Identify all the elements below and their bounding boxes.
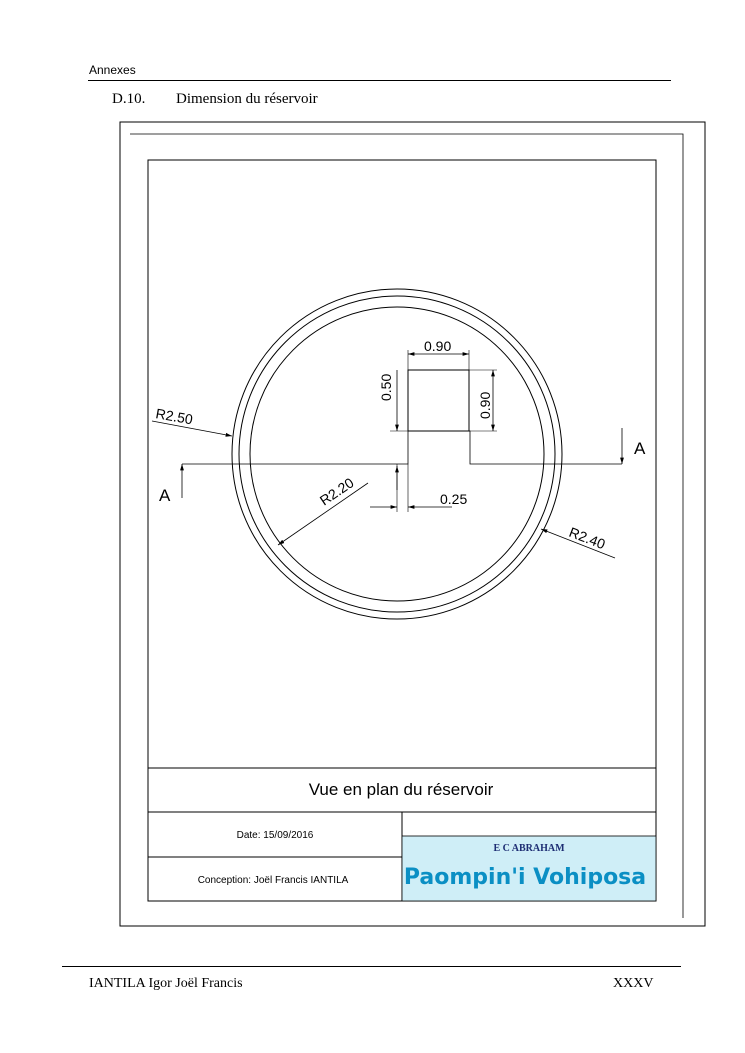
inner-wall-circle [250, 307, 544, 601]
running-header: Annexes [89, 63, 136, 77]
outer-radius-label: R2.50 [154, 405, 195, 428]
footer-page-number: XXXV [613, 976, 654, 991]
wall-thickness-label: 0.25 [440, 491, 468, 507]
section-title: Dimension du réservoir [176, 91, 318, 107]
opening-square [408, 370, 469, 431]
section-marker-left: A [159, 486, 171, 505]
school-logo-text: E C ABRAHAM [493, 843, 565, 854]
drawing-date: Date: 15/09/2016 [236, 830, 314, 841]
opening-width-label: 0.90 [424, 338, 452, 354]
opening-height-label: 0.90 [477, 391, 493, 419]
section-line [182, 431, 622, 464]
section-number: D.10. [112, 91, 146, 107]
drawing-title: Vue en plan du réservoir [308, 780, 494, 799]
inner-frame-line [130, 134, 683, 918]
footer-rule [62, 966, 681, 967]
section-marker-right: A [634, 439, 646, 458]
middle-radius-label: R2.40 [566, 523, 608, 553]
drawing-conception: Conception: Joël Francis IANTILA [197, 875, 349, 886]
inner-radius-label: R2.20 [316, 474, 357, 509]
project-name: Paompin'i Vohiposa [403, 865, 647, 890]
opening-offset-label: 0.50 [378, 373, 394, 401]
outer-wall-circle [232, 289, 562, 619]
outer-frame [120, 122, 705, 926]
middle-wall-circle [239, 296, 555, 612]
footer-author: IANTILA Igor Joël Francis [89, 976, 243, 991]
